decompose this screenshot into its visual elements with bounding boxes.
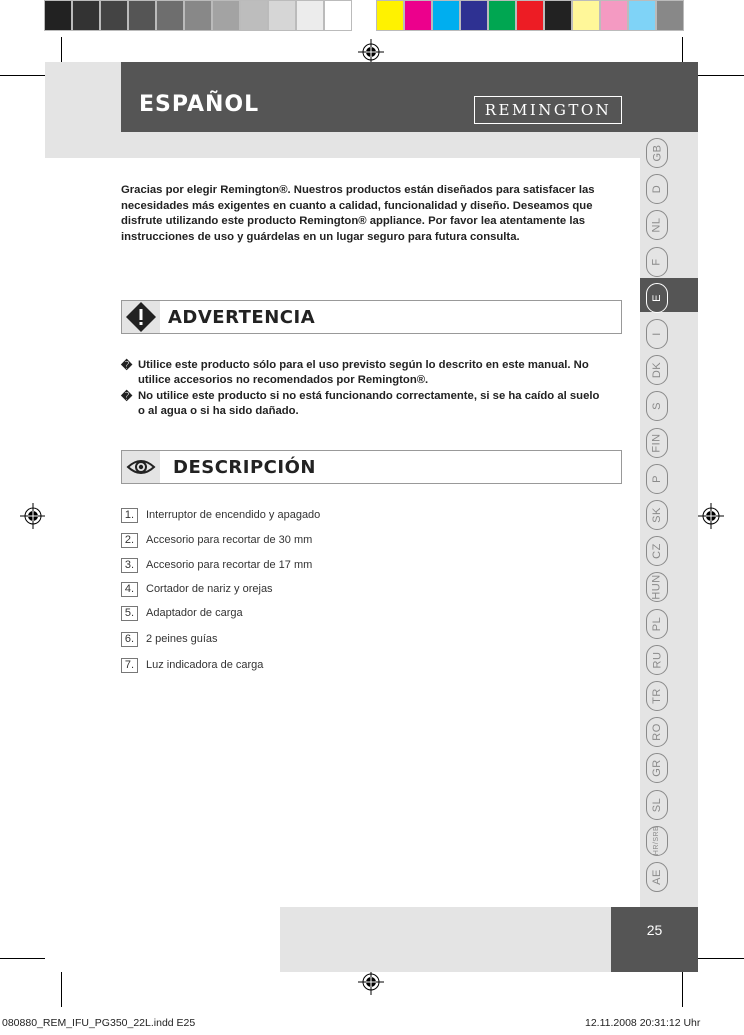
grey-swatch-strip [44,0,352,34]
language-tab-label: PL [651,616,663,631]
language-tab-label: GR [651,759,663,778]
language-tab-f[interactable] [646,247,668,277]
warning-list [121,358,601,420]
language-tab-label: AE [651,869,663,885]
crop-mark [61,967,62,1007]
language-tab-gr[interactable] [646,753,668,783]
color-swatch [156,0,184,31]
item-text: Cortador de nariz y orejas [146,583,273,595]
language-tab-hr-srb[interactable] [646,826,668,856]
language-tab-label: SK [651,507,663,523]
crop-mark [0,75,50,76]
color-swatch [516,0,544,31]
item-text: Accesorio para recortar de 30 mm [146,534,313,546]
language-tab-label: FIN [650,432,663,453]
intro-text: Gracias por elegir Remington®. Nuestros productos están diseñados para satisfacer las necesidades más exigentes en cuanto a calidad, funcionalidad y diseño. Deseamos que disfrute utilizando este producto Remington® appliance. Por favor lea atentamente las instrucciones de uso y guárdelas en un lugar seguro para futura consulta. [121,184,595,243]
color-swatch [404,0,432,31]
language-tab-label: HR/SRB [653,826,661,856]
bullet-icon: � [121,360,133,372]
color-swatch [488,0,516,31]
warning-section-header [121,300,622,334]
language-tab-sk[interactable] [646,500,668,530]
color-swatch [628,0,656,31]
language-tab-label: HUN [651,574,663,601]
description-title: DESCRIPCIÓN [173,457,316,478]
file-slug: 080880_REM_IFU_PG350_22L.indd E25 [2,1017,196,1029]
description-section-header [121,450,622,484]
item-number: 7. [121,658,138,673]
list-item [121,532,312,548]
page-title: ESPAÑOL [139,92,260,117]
item-text: Luz indicadora de carga [146,659,264,671]
color-swatch [240,0,268,31]
language-tab-label: GB [651,144,663,162]
language-tab-e[interactable] [646,283,668,313]
language-tab-label: P [651,474,663,483]
language-tab-label: F [650,257,663,266]
timestamp-slug: 12.11.2008 20:31:12 Uhr [585,1017,701,1029]
language-tab-p[interactable] [646,464,668,494]
item-number: 4. [121,582,138,597]
item-text: Adaptador de carga [146,607,243,619]
warning-title: ADVERTENCIA [168,307,316,328]
page-number-box [611,907,698,972]
color-swatch [324,0,352,31]
bullet-icon: � [121,391,133,403]
color-swatch [184,0,212,31]
crop-mark [694,75,744,76]
crop-mark [694,958,744,959]
color-swatch [432,0,460,31]
language-tab-i[interactable] [646,319,668,349]
color-swatch [72,0,100,31]
color-swatch [544,0,572,31]
list-item [121,631,218,647]
language-tab-ae[interactable] [646,862,668,892]
warning-text: Utilice este producto sólo para el uso previsto según lo descrito en este manual. No utilice accesorios no recomendados por Remington®. [138,359,589,386]
warning-text: No utilice este producto si no está funcionando correctamente, si se ha caído al suelo o al agua o si ha sido dañado. [138,390,600,417]
color-swatch [128,0,156,31]
registration-mark-icon [698,503,724,529]
language-tab-d[interactable] [646,174,668,204]
list-item [121,581,273,597]
remington-logo [474,96,622,124]
language-tab-label: D [650,184,663,194]
language-tab-tr[interactable] [646,681,668,711]
language-tab-pl[interactable] [646,609,668,639]
registration-mark-icon [20,503,46,529]
language-tab-label: TR [650,688,663,704]
warning-icon-box [122,301,160,333]
language-tab-label: E [651,293,663,302]
list-item [121,605,243,621]
language-tab-label: CZ [650,543,663,560]
item-number: 1. [121,508,138,523]
language-tab-cz[interactable] [646,536,668,566]
color-swatch [212,0,240,31]
item-number: 3. [121,558,138,573]
language-tab-ru[interactable] [646,645,668,675]
item-text: 2 peines guías [146,633,218,645]
logo-text: REMINGTON [484,101,612,119]
color-swatch-strip [376,0,684,34]
language-tab-nl[interactable] [646,210,668,240]
list-item [121,557,312,573]
list-item [121,657,263,673]
list-item [121,507,320,523]
color-swatch [376,0,404,31]
crop-mark [0,958,50,959]
color-swatch [460,0,488,31]
eye-icon [126,457,156,477]
color-swatch [600,0,628,31]
language-tab-dk[interactable] [646,355,668,385]
language-tab-hun[interactable] [646,572,668,602]
list-item [121,358,601,388]
language-tab-ro[interactable] [646,717,668,747]
color-swatch [572,0,600,31]
language-tab-gb[interactable] [646,138,668,168]
color-swatch [656,0,684,31]
item-number: 5. [121,606,138,621]
item-text: Interruptor de encendido y apagado [146,509,321,521]
language-tab-label: RU [650,651,663,669]
item-number: 2. [121,533,138,548]
item-text: Accesorio para recortar de 17 mm [146,559,313,571]
warning-icon [124,300,158,334]
color-swatch [44,0,72,31]
color-swatch [100,0,128,31]
language-tab-label: RO [651,723,663,741]
color-swatch [268,0,296,31]
language-tab-label: NL [651,217,663,233]
intro-paragraph [121,183,616,245]
language-tab-s[interactable] [646,391,668,421]
language-tab-label: SL [651,797,663,812]
color-swatch [296,0,324,31]
language-tab-label: S [651,402,663,411]
language-tab-label: DK [651,362,663,379]
language-tab-fin[interactable] [646,428,668,458]
registration-mark-icon [358,969,384,995]
language-tab-label: I [651,332,663,336]
language-tab-sl[interactable] [646,790,668,820]
page-number: 25 [646,922,663,938]
eye-icon-box [122,451,160,483]
crop-mark [682,967,683,1007]
list-item [121,389,601,419]
item-number: 6. [121,632,138,647]
